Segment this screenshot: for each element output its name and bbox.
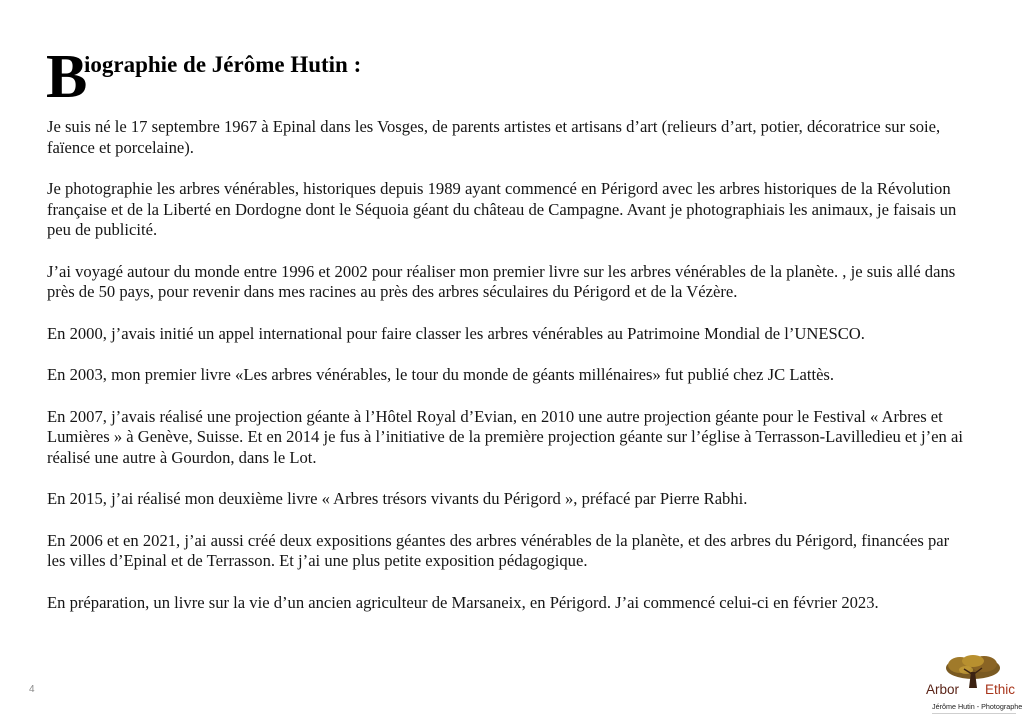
arbor-ethic-logo	[924, 654, 1022, 722]
paragraph-second-book: En 2015, j’ai réalisé mon deuxième livre « Arbres trésors vivants du Périgord », préfacé par Pierre Rabhi.	[47, 489, 748, 508]
logo-divider	[932, 713, 1016, 714]
title-drop-cap: B	[46, 43, 88, 111]
paragraph-photography: Je photographie les arbres vénérables, historiques depuis 1989 ayant commencé en Périgord avec les arbres historiques de la Révolution française et de la Liberté en Dordogne dont le Séquoia géant du château de Campagne. Avant je photographiais les animaux, je faisais un peu de publicité.	[47, 179, 957, 239]
paragraph-birth: Je suis né le 17 septembre 1967 à Epinal dans les Vosges, de parents artistes et artisans d’art (relieurs d’art, potier, décoratrice sur soie, faïence et porcelaine).	[47, 117, 941, 157]
paragraph-unesco: En 2000, j’avais initié un appel international pour faire classer les arbres vénérables au Patrimoine Mondial de l’UNESCO.	[47, 323, 865, 343]
paragraph-projections: En 2007, j’avais réalisé une projection géante à l’Hôtel Royal d’Evian, en 2010 une autre projection géante pour le Festival « Arbres et Lumières » à Genève, Suisse. Et en 2014 je fus à l’initiative de la première projection géante sur l’église à Terrasson-Lavilledieu et j’en ai réalisé une autre à Gourdon, dans le Lot.	[47, 406, 963, 467]
paragraph-first-book: En 2003, mon premier livre «Les arbres vénérables, le tour du monde de géants millénaires» fut publié chez JC Lattès.	[47, 365, 835, 384]
paragraph-in-preparation: En préparation, un livre sur la vie d’un ancien agriculteur de Marsaneix, en Périgord. J’ai commencé celui-ci en février 2023.	[47, 592, 879, 612]
paragraph-exhibitions: En 2006 et en 2021, j’ai aussi créé deux expositions géantes des arbres vénérables de la planète, et des arbres du Périgord, financées par les villes d’Epinal et de Terrasson. Et j’ai une plus petite exposition pédagogique.	[47, 530, 950, 570]
logo-word-ethic: Ethic	[985, 682, 1016, 697]
biography-body	[47, 117, 967, 634]
page-number: 4	[29, 684, 35, 695]
paragraph-world-travel: J’ai voyagé autour du monde entre 1996 et 2002 pour réaliser mon premier livre sur les arbres vénérables de la planète. , je suis allé dans près de 50 pays, pour revenir dans mes racines au près des arbres séculaires du Périgord et de la Vézère.	[47, 261, 956, 301]
logo-subtitle: Jérôme Hutin - Photographe	[932, 702, 1023, 711]
logo-word-arbor: Arbor	[926, 682, 960, 697]
title-text: iographie de Jérôme Hutin :	[84, 52, 362, 77]
